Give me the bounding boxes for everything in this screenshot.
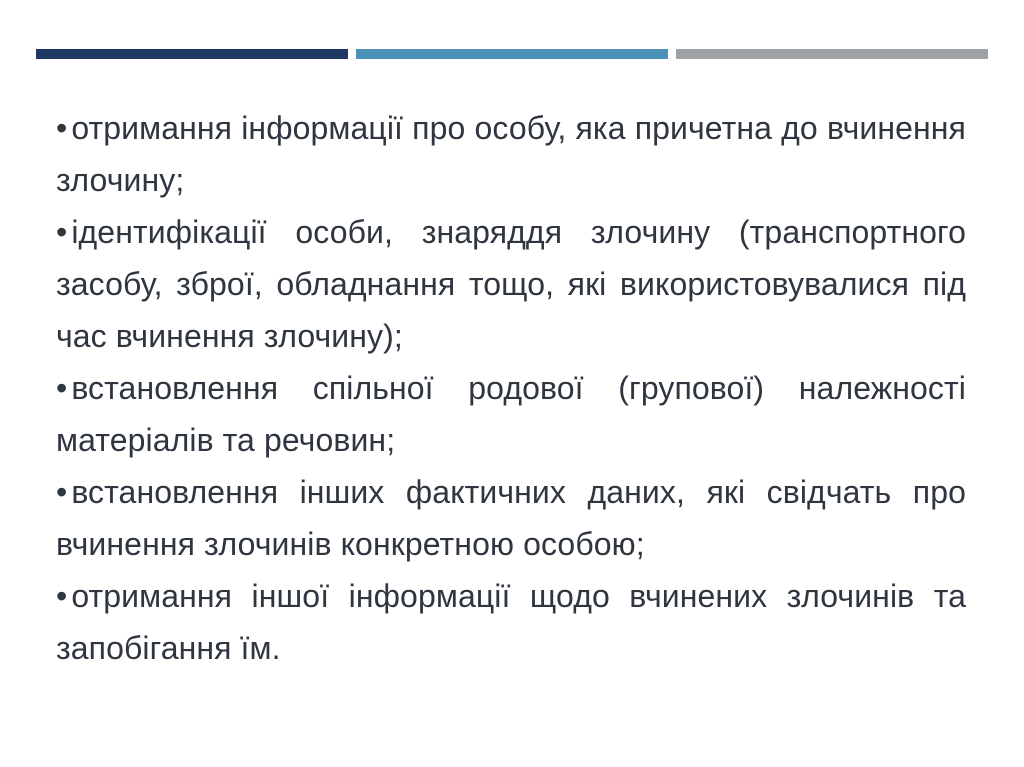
bullet-text: ідентифікації особи, знаряддя злочину (транспортного засобу, зброї, обладнання тощо, які використовувалися під час вчинення злочину); xyxy=(56,214,966,354)
bullet-item xyxy=(56,362,966,466)
bullet-item xyxy=(56,570,966,674)
bullet-icon: • xyxy=(56,214,68,250)
bullet-text: встановлення інших фактичних даних, які свідчать про вчинення злочинів конкретною особою; xyxy=(56,474,966,562)
bullet-item xyxy=(56,102,966,206)
bullet-icon: • xyxy=(56,370,68,406)
bullet-list xyxy=(56,102,966,674)
bullet-text: отримання іншої інформації щодо вчинених злочинів та запобігання їм. xyxy=(56,578,966,666)
bullet-icon: • xyxy=(56,110,68,146)
header-accent-bars xyxy=(0,49,1024,59)
bullet-item xyxy=(56,206,966,362)
bullet-text: встановлення спільної родової (групової) належності матеріалів та речовин; xyxy=(56,370,966,458)
accent-bar-blue xyxy=(356,49,668,59)
bullet-icon: • xyxy=(56,474,68,510)
bullet-item xyxy=(56,466,966,570)
bullet-text: отримання інформації про особу, яка причетна до вчинення злочину; xyxy=(56,110,966,198)
accent-bar-navy xyxy=(36,49,348,59)
bullet-icon: • xyxy=(56,578,68,614)
accent-bar-gray xyxy=(676,49,988,59)
